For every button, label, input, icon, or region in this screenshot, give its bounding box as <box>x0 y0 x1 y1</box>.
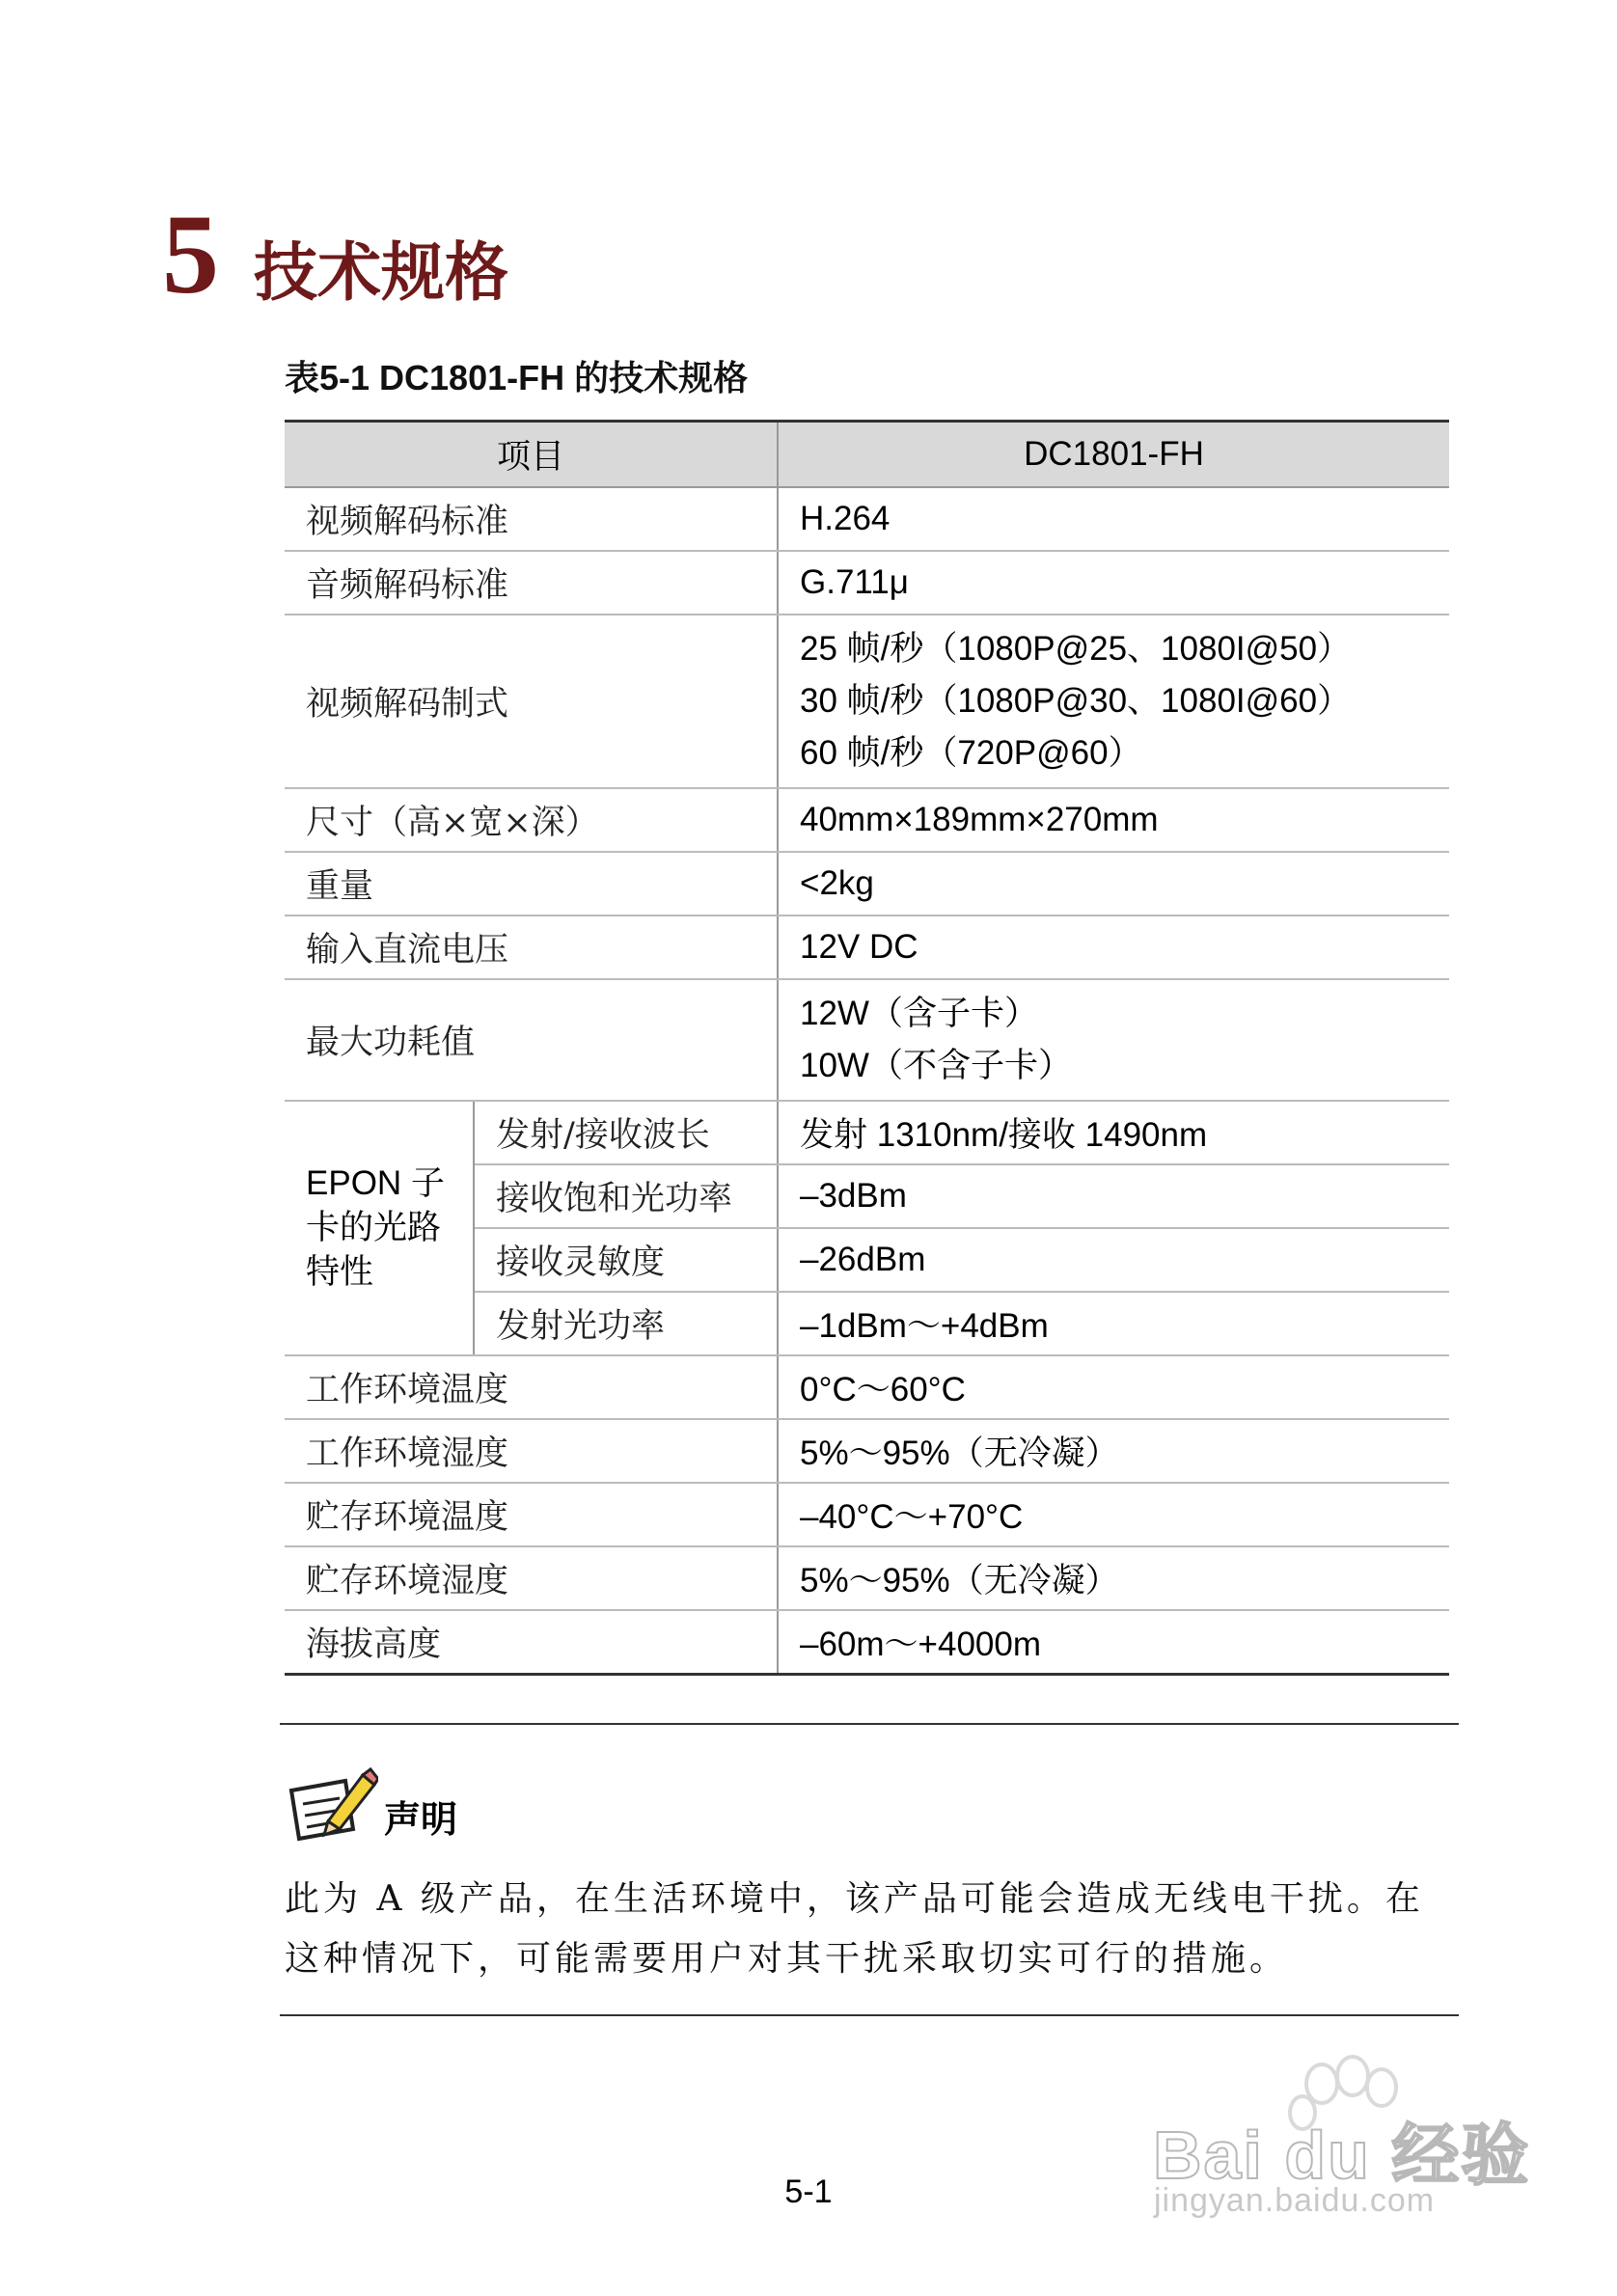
table-row <box>285 1610 1449 1675</box>
table-row <box>285 1419 1449 1483</box>
row-value: –40°C～+70°C <box>778 1483 1449 1546</box>
table-row <box>285 979 1449 1101</box>
table-caption: 表5-1 DC1801-FH 的技术规格 <box>285 358 749 397</box>
epon-group-line: 特性 <box>306 1253 374 1291</box>
row-value: –3dBm <box>778 1164 1449 1228</box>
row-value: 12V DC <box>778 916 1449 979</box>
row-item: 工作环境温度 <box>285 1355 778 1419</box>
watermark-brand: Bai du 经验 <box>1153 2118 1531 2193</box>
row-value-multiline <box>778 615 1449 788</box>
header-item: 项目 <box>285 422 778 488</box>
value-line: 60 帧/秒（720P@60） <box>800 734 1142 772</box>
row-value: –60m～+4000m <box>778 1610 1449 1675</box>
value-line: 12W（含子卡） <box>800 995 1038 1032</box>
value-line: 25 帧/秒（1080P@25、1080I@50） <box>800 630 1352 668</box>
table-row <box>285 1101 1449 1164</box>
chapter-title: 技术规格 <box>254 234 508 310</box>
row-subitem: 接收饱和光功率 <box>474 1164 778 1228</box>
value-line: 30 帧/秒（1080P@30、1080I@60） <box>800 682 1352 720</box>
epon-group-label <box>285 1101 474 1355</box>
note-title: 声明 <box>384 1800 458 1841</box>
table-row <box>285 852 1449 916</box>
epon-group-line: EPON 子 <box>306 1164 445 1202</box>
row-value: 40mm×189mm×270mm <box>778 788 1449 852</box>
table-header-row <box>285 422 1449 488</box>
watermark-url: jingyan.baidu.com <box>1154 2182 1436 2219</box>
row-value: –26dBm <box>778 1228 1449 1292</box>
row-value: <2kg <box>778 852 1449 916</box>
row-item: 重量 <box>285 852 778 916</box>
table-row <box>285 615 1449 788</box>
row-value: G.711μ <box>778 551 1449 615</box>
chapter-number: 5 <box>162 191 219 317</box>
page-number: 5-1 <box>784 2173 833 2210</box>
row-item: 视频解码标准 <box>285 487 778 551</box>
note-pencil-icon <box>286 1765 378 1847</box>
row-value-multiline <box>778 979 1449 1101</box>
row-value: –1dBm～+4dBm <box>778 1292 1449 1355</box>
row-item: 音频解码标准 <box>285 551 778 615</box>
header-model: DC1801-FH <box>778 422 1449 488</box>
row-item: 尺寸（高×宽×深） <box>285 788 778 852</box>
row-value: 发射 1310nm/接收 1490nm <box>778 1101 1449 1164</box>
table-row <box>285 1546 1449 1610</box>
note-top-rule <box>280 1723 1459 1725</box>
row-item: 输入直流电压 <box>285 916 778 979</box>
row-item: 贮存环境湿度 <box>285 1546 778 1610</box>
spec-table <box>285 420 1449 1676</box>
table-row <box>285 551 1449 615</box>
row-item: 海拔高度 <box>285 1610 778 1675</box>
row-item: 贮存环境温度 <box>285 1483 778 1546</box>
table-row <box>285 916 1449 979</box>
chapter-heading <box>162 191 508 317</box>
value-line: 10W（不含子卡） <box>800 1047 1072 1084</box>
row-item: 视频解码制式 <box>285 615 778 788</box>
row-value: 0°C～60°C <box>778 1355 1449 1419</box>
table-row <box>285 487 1449 551</box>
row-item: 最大功耗值 <box>285 979 778 1101</box>
table-row <box>285 1355 1449 1419</box>
row-subitem: 发射/接收波长 <box>474 1101 778 1164</box>
row-subitem: 接收灵敏度 <box>474 1228 778 1292</box>
epon-group-line: 卡的光路 <box>306 1209 442 1246</box>
row-item: 工作环境湿度 <box>285 1419 778 1483</box>
note-body: 此为 A 级产品，在生活环境中，该产品可能会造成无线电干扰。在这种情况下，可能需要用户对其干扰采取切实可行的措施。 <box>285 1879 1424 1979</box>
table-row <box>285 788 1449 852</box>
row-subitem: 发射光功率 <box>474 1292 778 1355</box>
row-value: H.264 <box>778 487 1449 551</box>
row-value: 5%～95%（无冷凝） <box>778 1419 1449 1483</box>
note-bottom-rule <box>280 2014 1459 2016</box>
table-row <box>285 1483 1449 1546</box>
row-value: 5%～95%（无冷凝） <box>778 1546 1449 1610</box>
